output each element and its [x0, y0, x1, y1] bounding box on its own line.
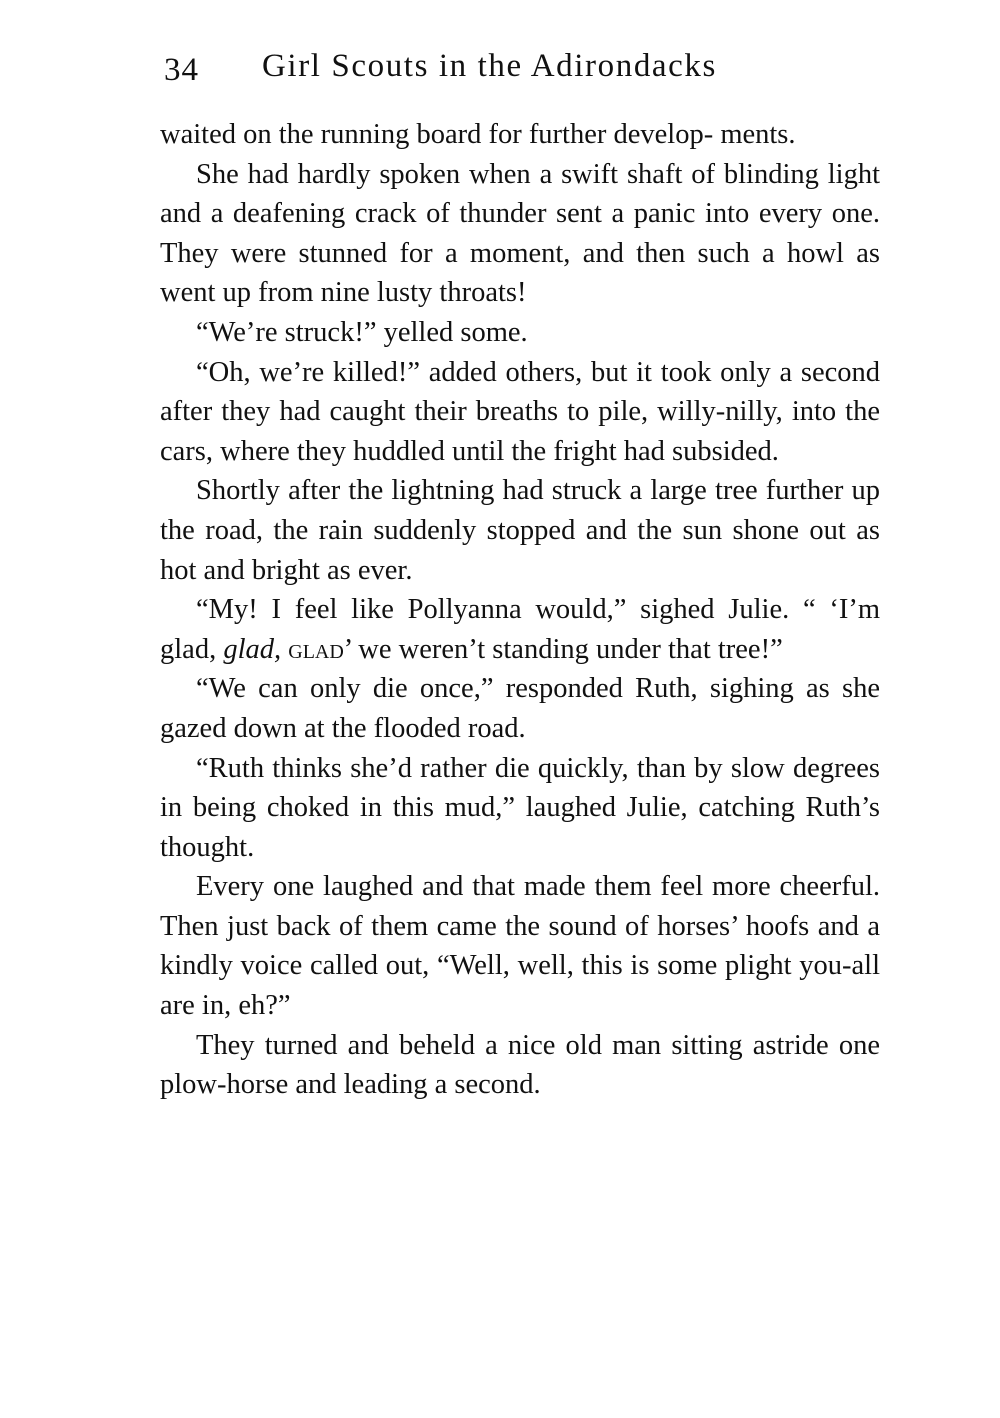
paragraph: They turned and beheld a nice old man sitting astride one plow-horse and leading a second. — [160, 1029, 880, 1101]
paragraph: “We can only die once,” responded Ruth, sighing as she gazed down at the flooded road. — [160, 673, 880, 744]
paragraph: “We’re struck!” yelled some. — [196, 316, 528, 348]
smallcaps-emphasis: glad — [288, 633, 344, 665]
running-header — [160, 44, 880, 94]
page-number: 34 — [164, 52, 199, 88]
running-title: Girl Scouts in the Adirondacks — [262, 48, 717, 84]
paragraph-continuation: waited on the running board for further develop- ments. — [160, 119, 796, 150]
italic-emphasis: glad, — [223, 633, 282, 665]
paragraph: Every one laughed and that made them feel more cheerful. Then just back of them came the sound of horses’ hoofs and a kindly voice called out, “Well, well, this is some plight you-all are in, eh?” — [160, 871, 880, 1022]
paragraph: “Ruth thinks she’d rather die quickly, than by slow degrees in being choked in this mud,” laughed Julie, catching Ruth’s thought. — [160, 752, 880, 863]
page-body — [160, 115, 880, 1105]
paragraph-text: ’ we weren’t standing under that tree!” — [343, 633, 783, 665]
paragraph-text: “My! I feel like Pollyanna would,” sighed Julie. “ ‘I’m glad, — [160, 594, 880, 665]
paragraph: “Oh, we’re killed!” added others, but it took only a second after they had caught their breaths to pile, willy-nilly, into the cars, where they huddled until the fright had subsided. — [160, 356, 880, 467]
paragraph: Shortly after the lightning had struck a large tree further up the road, the rain suddenly stopped and the sun shone out as hot and bright as ever. — [160, 475, 880, 586]
paragraph: She had hardly spoken when a swift shaft of blinding light and a deafening crack of thunder sent a panic into every one. They were stunned for a moment, and then such a howl as went up from nine lusty throats! — [160, 158, 880, 309]
paragraph — [160, 590, 880, 669]
